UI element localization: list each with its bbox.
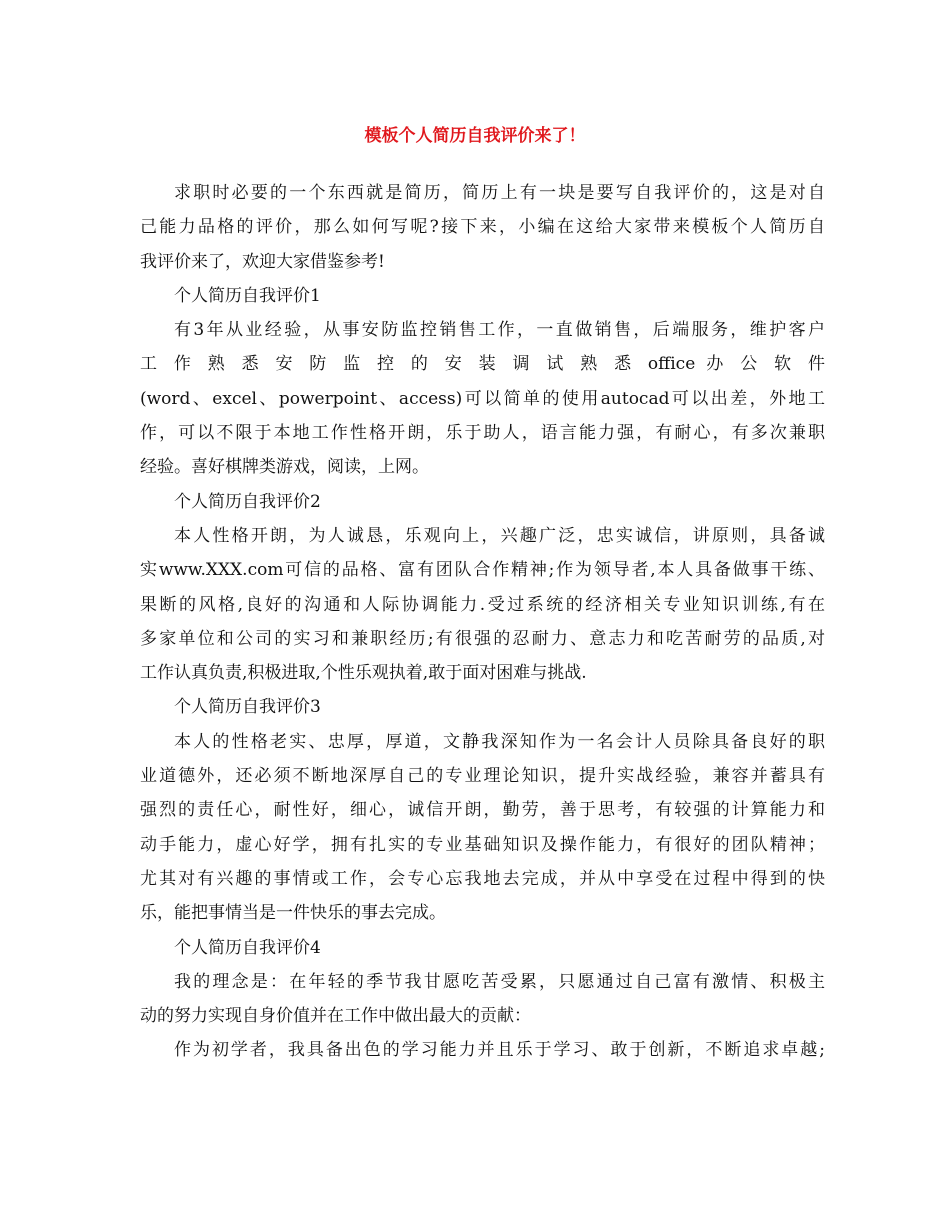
text-line: 作为初学者，我具备出色的学习能力并且乐于学习、敢于创新，不断追求卓越; xyxy=(174,1040,825,1061)
text-line: 果断的风格,良好的沟通和人际协调能力.受过系统的经济相关专业知识训练,有在 xyxy=(140,594,825,615)
text-line: 动的努力实现自身价值并在工作中做出最大的贡献： xyxy=(140,1006,531,1027)
text-line: 个人简历自我评价4 xyxy=(174,937,321,958)
text-line: 乐，能把事情当是一件快乐的事去完成。 xyxy=(140,903,446,924)
text-line: 个人简历自我评价2 xyxy=(174,491,321,512)
text-line: (word、excel、powerpoint、access)可以简单的使用autocad可以出差，外地工 xyxy=(140,388,825,409)
text-line: 业道德外，还必须不断地深厚自己的专业理论知识，提升实战经验，兼容并蓄具有 xyxy=(140,766,825,787)
text-line: 强烈的责任心，耐性好，细心，诚信开朗，勤劳，善于思考，有较强的计算能力和 xyxy=(140,800,825,821)
text-line: 个人简历自我评价1 xyxy=(174,285,321,306)
document-title: 模板个人简历自我评价来了！ xyxy=(364,126,586,146)
text-line: 本人的性格老实、忠厚，厚道，文静我深知作为一名会计人员除具备良好的职 xyxy=(174,731,825,752)
text-line: 动手能力，虚心好学，拥有扎实的专业基础知识及操作能力，有很好的团队精神； xyxy=(140,834,825,855)
text-line: 多家单位和公司的实习和兼职经历;有很强的忍耐力、意志力和吃苦耐劳的品质,对 xyxy=(140,628,825,649)
document-body xyxy=(140,176,825,1068)
text-line: 作，可以不限于本地工作性格开朗，乐于助人，语言能力强，有耐心，有多次兼职 xyxy=(140,423,825,444)
text-line: 求职时必要的一个东西就是简历，简历上有一块是要写自我评价的，这是对自 xyxy=(174,183,825,203)
text-line: 实www.XXX.com可信的品格、富有团队合作精神;作为领导者,本人具备做事干练、 xyxy=(140,560,825,581)
text-line: 我的理念是：在年轻的季节我甘愿吃苦受累，只愿通过自己富有激情、积极主 xyxy=(174,971,825,992)
text-line: 己能力品格的评价，那么如何写呢?接下来，小编在这给大家带来模板个人简历自 xyxy=(140,217,825,238)
text-line: 我评价来了，欢迎大家借鉴参考! xyxy=(140,251,385,272)
text-line: 经验。喜好棋牌类游戏，阅读，上网。 xyxy=(140,457,429,478)
text-line: 尤其对有兴趣的事情或工作，会专心忘我地去完成，并从中享受在过程中得到的快 xyxy=(140,868,825,889)
text-line: 个人简历自我评价3 xyxy=(174,697,321,718)
text-line: 工作认真负责,积极进取,个性乐观执着,敢于面对困难与挑战. xyxy=(140,663,587,684)
text-line: 工 作 熟 悉 安 防 监 控 的 安 装 调 试 熟 悉 office 办 公 软 件 xyxy=(140,354,825,375)
text-line: 有3年从业经验，从事安防监控销售工作，一直做销售，后端服务，维护客户 xyxy=(174,320,825,341)
text-line: 本人性格开朗，为人诚恳，乐观向上，兴趣广泛，忠实诚信，讲原则，具备诚 xyxy=(174,525,825,546)
